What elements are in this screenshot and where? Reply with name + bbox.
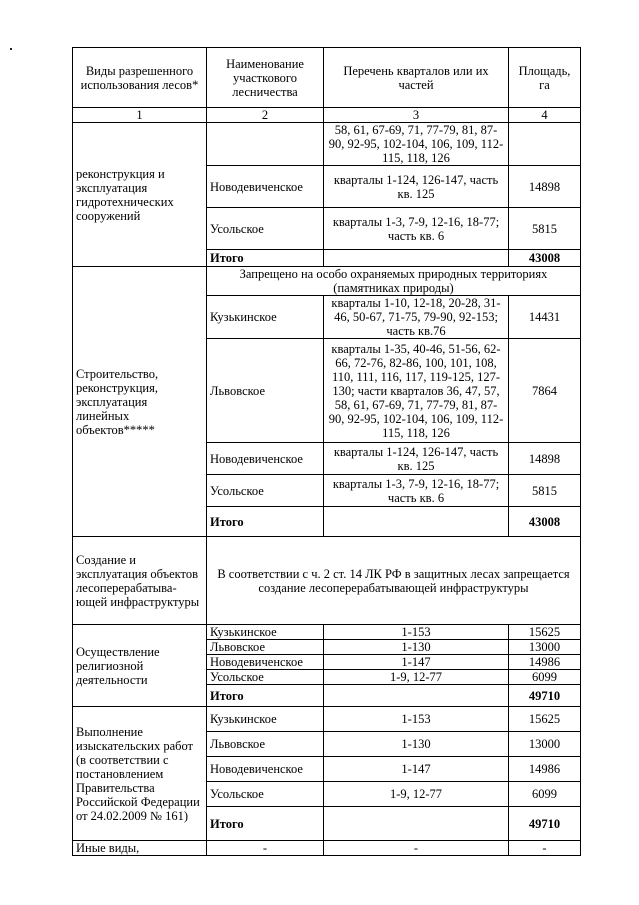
table-row <box>73 841 581 856</box>
column-number-row <box>73 108 581 123</box>
quarters-list <box>324 507 509 537</box>
total-area: 43008 <box>509 507 581 537</box>
area-value: 14986 <box>509 655 581 670</box>
quarters-list: кварталы 1-124, 126-147, часть кв. 125 <box>324 443 509 475</box>
forestry-name: Усольское <box>207 208 324 250</box>
forestry-name: Львовское <box>207 732 324 757</box>
area-value: 14898 <box>509 166 581 208</box>
quarters-list <box>324 685 509 707</box>
area-value: 13000 <box>509 732 581 757</box>
quarters-list: 1-153 <box>324 625 509 640</box>
quarters-list: 1-153 <box>324 707 509 732</box>
restriction-note: Запрещено на особо охраняемых природных территориях (памятниках природы) <box>207 267 581 296</box>
forestry-name: Новодевиченское <box>207 166 324 208</box>
forestry-name: Львовское <box>207 339 324 443</box>
quarters-list: - <box>324 841 509 856</box>
area-value: 7864 <box>509 339 581 443</box>
area-value: 6099 <box>509 782 581 807</box>
scan-speck <box>10 48 12 50</box>
header-col1: Виды разрешенного использования лесов* <box>73 48 207 108</box>
quarters-list: 1-130 <box>324 640 509 655</box>
quarters-list: кварталы 1-3, 7-9, 12-16, 18-77; часть кв. 6 <box>324 475 509 507</box>
total-label: Итого <box>207 250 324 267</box>
area-value <box>509 123 581 166</box>
total-label: Итого <box>207 507 324 537</box>
forestry-name: Новодевиченское <box>207 757 324 782</box>
area-value: 5815 <box>509 475 581 507</box>
quarters-list: кварталы 1-35, 40-46, 51-56, 62-66, 72-76, 82-86, 100, 101, 108, 110, 111, 116, 117, 119-125, 127-130; части кварталов 36, 47, 57, 58, 61, 67-69, 71, 77-79, 81, 87-90, 92-95, 102-104, 106, 109, 112-115, 118, 126 <box>324 339 509 443</box>
quarters-list: 1-9, 12-77 <box>324 782 509 807</box>
total-area: 49710 <box>509 685 581 707</box>
quarters-list: кварталы 1-10, 12-18, 20-28, 31-46, 50-67, 71-75, 79-90, 92-153; часть кв.76 <box>324 296 509 339</box>
forestry-name: Усольское <box>207 782 324 807</box>
forestry-name: Кузькинское <box>207 625 324 640</box>
area-value: - <box>509 841 581 856</box>
table-row <box>73 267 581 296</box>
quarters-list: кварталы 1-124, 126-147, часть кв. 125 <box>324 166 509 208</box>
forestry-name: Усольское <box>207 475 324 507</box>
area-value: 14431 <box>509 296 581 339</box>
use-type-other: Иные виды, <box>73 841 207 856</box>
area-value: 6099 <box>509 670 581 685</box>
forestry-name <box>207 123 324 166</box>
quarters-list: 1-147 <box>324 757 509 782</box>
column-number-2: 2 <box>207 108 324 123</box>
total-area: 49710 <box>509 807 581 841</box>
use-type-hydro: реконструкция и эксплуатация гидротехнических сооружений <box>73 123 207 267</box>
area-value: 13000 <box>509 640 581 655</box>
area-value: 15625 <box>509 707 581 732</box>
header-col3: Перечень кварталов или их частей <box>324 48 509 108</box>
total-label: Итого <box>207 685 324 707</box>
quarters-list: 1-130 <box>324 732 509 757</box>
forestry-name: Усольское <box>207 670 324 685</box>
quarters-list: кварталы 1-3, 7-9, 12-16, 18-77; часть кв. 6 <box>324 208 509 250</box>
header-col2: Наименование участкового лесничества <box>207 48 324 108</box>
quarters-list <box>324 250 509 267</box>
total-area: 43008 <box>509 250 581 267</box>
area-value: 15625 <box>509 625 581 640</box>
quarters-list: 1-9, 12-77 <box>324 670 509 685</box>
column-number-3: 3 <box>324 108 509 123</box>
quarters-list: 58, 61, 67-69, 71, 77-79, 81, 87-90, 92-95, 102-104, 106, 109, 112-115, 118, 126 <box>324 123 509 166</box>
header-row <box>73 48 581 108</box>
column-number-4: 4 <box>509 108 581 123</box>
restriction-note: В соответствии с ч. 2 ст. 14 ЛК РФ в защитных лесах запрещается создание лесоперерабатывающей инфраструктуры <box>207 537 581 625</box>
quarters-list: 1-147 <box>324 655 509 670</box>
table-row <box>73 707 581 732</box>
column-number-1: 1 <box>73 108 207 123</box>
table-row <box>73 625 581 640</box>
header-col4: Площадь, га <box>509 48 581 108</box>
area-value: 14898 <box>509 443 581 475</box>
area-value: 14986 <box>509 757 581 782</box>
forestry-name: Кузькинское <box>207 707 324 732</box>
forestry-name: Львовское <box>207 640 324 655</box>
use-type-survey: Выполнение изыскательских работ (в соответствии с постановлением Правительства Российской Федерации от 24.02.2009 № 161) <box>73 707 207 841</box>
total-label: Итого <box>207 807 324 841</box>
table-row <box>73 537 581 625</box>
forestry-name: - <box>207 841 324 856</box>
forestry-name: Новодевиченское <box>207 443 324 475</box>
area-value: 5815 <box>509 208 581 250</box>
use-type-linear: Строительство, реконструкция, эксплуатация линейных объектов***** <box>73 267 207 537</box>
use-type-religious: Осуществление религиозной деятельности <box>73 625 207 707</box>
forestry-name: Кузькинское <box>207 296 324 339</box>
quarters-list <box>324 807 509 841</box>
table-row <box>73 123 581 166</box>
use-type-processing: Создание и эксплуатация объектов лесоперерабатыва-ющей инфраструктуры <box>73 537 207 625</box>
forestry-name: Новодевиченское <box>207 655 324 670</box>
forest-use-table <box>72 47 581 856</box>
